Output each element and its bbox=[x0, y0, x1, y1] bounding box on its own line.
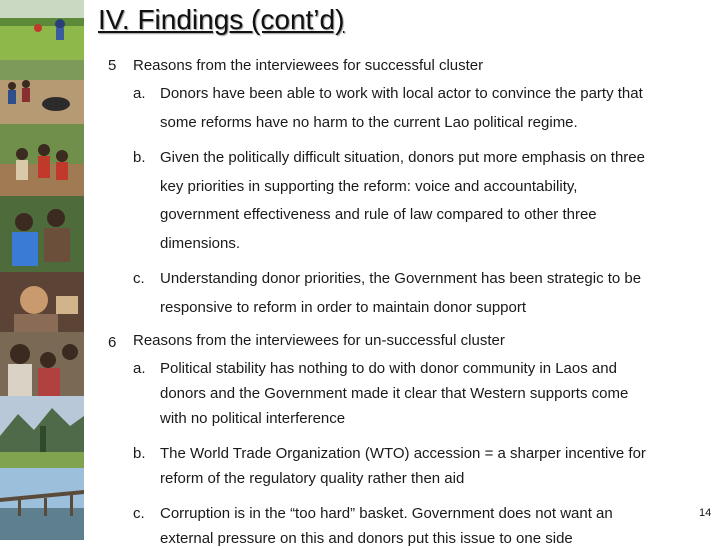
women-photo bbox=[0, 196, 84, 272]
section-6-item-a-line-2: donors and the Government made it clear that Western supports come bbox=[160, 385, 629, 402]
bridge-photo bbox=[0, 468, 84, 540]
section-6-item-a-line-3: with no political interference bbox=[160, 410, 346, 427]
section-6-item-b-line-1: The World Trade Organization (WTO) accession = a sharper incentive for bbox=[160, 445, 646, 462]
section-5-heading: Reasons from the interviewees for successful cluster bbox=[133, 57, 484, 74]
section-5-item-b-line-4: dimensions. bbox=[160, 235, 241, 252]
section-5-number: 5 bbox=[108, 57, 117, 74]
section-5-item-b-line-3: government effectiveness and rule of law compared to other three bbox=[160, 206, 597, 223]
rice-field-photo bbox=[0, 0, 84, 60]
village-crowd-photo bbox=[0, 60, 84, 124]
photo-strip bbox=[0, 0, 84, 540]
section-6-heading: Reasons from the interviewees for un-successful cluster bbox=[133, 332, 505, 349]
woman-portrait-photo bbox=[0, 272, 84, 332]
children-photo bbox=[0, 124, 84, 196]
section-6-item-c-line-1: Corruption is in the “too hard” basket. Government does not want an bbox=[160, 505, 613, 522]
mother-child-photo bbox=[0, 332, 84, 396]
section-5-item-b-marker: b. bbox=[133, 149, 146, 166]
section-6-item-c-marker: c. bbox=[133, 505, 145, 522]
section-6-item-b-marker: b. bbox=[133, 445, 146, 462]
section-6-item-a-marker: a. bbox=[133, 360, 146, 377]
section-5-item-c-line-2: responsive to reform in order to maintain donor support bbox=[160, 299, 527, 316]
landscape-photo bbox=[0, 396, 84, 468]
section-5-item-c-line-1: Understanding donor priorities, the Government has been strategic to be bbox=[160, 270, 642, 287]
section-5-item-b-line-2: key priorities in supporting the reform: voice and accountability, bbox=[160, 178, 578, 195]
section-5-item-a-line-2: some reforms have no harm to the current Lao political regime. bbox=[160, 114, 578, 131]
section-5-item-b-line-1: Given the politically difficult situation, donors put more emphasis on three bbox=[160, 149, 645, 166]
section-5-item-c-marker: c. bbox=[133, 270, 145, 287]
section-6-item-b-line-2: reform of the regulatory quality rather then aid bbox=[160, 470, 465, 487]
page-number: 14 bbox=[699, 507, 712, 519]
section-6-number: 6 bbox=[108, 334, 117, 351]
section-6-item-c-line-2: external pressure on this and donors put this issue to one side bbox=[160, 530, 573, 547]
section-6-item-a-line-1: Political stability has nothing to do with donor community in Laos and bbox=[160, 360, 617, 377]
section-5-item-a-line-1: Donors have been able to work with local actor to convince the party that bbox=[160, 85, 643, 102]
slide-title: IV. Findings (cont’d) bbox=[98, 4, 345, 35]
section-5-item-a-marker: a. bbox=[133, 85, 146, 102]
